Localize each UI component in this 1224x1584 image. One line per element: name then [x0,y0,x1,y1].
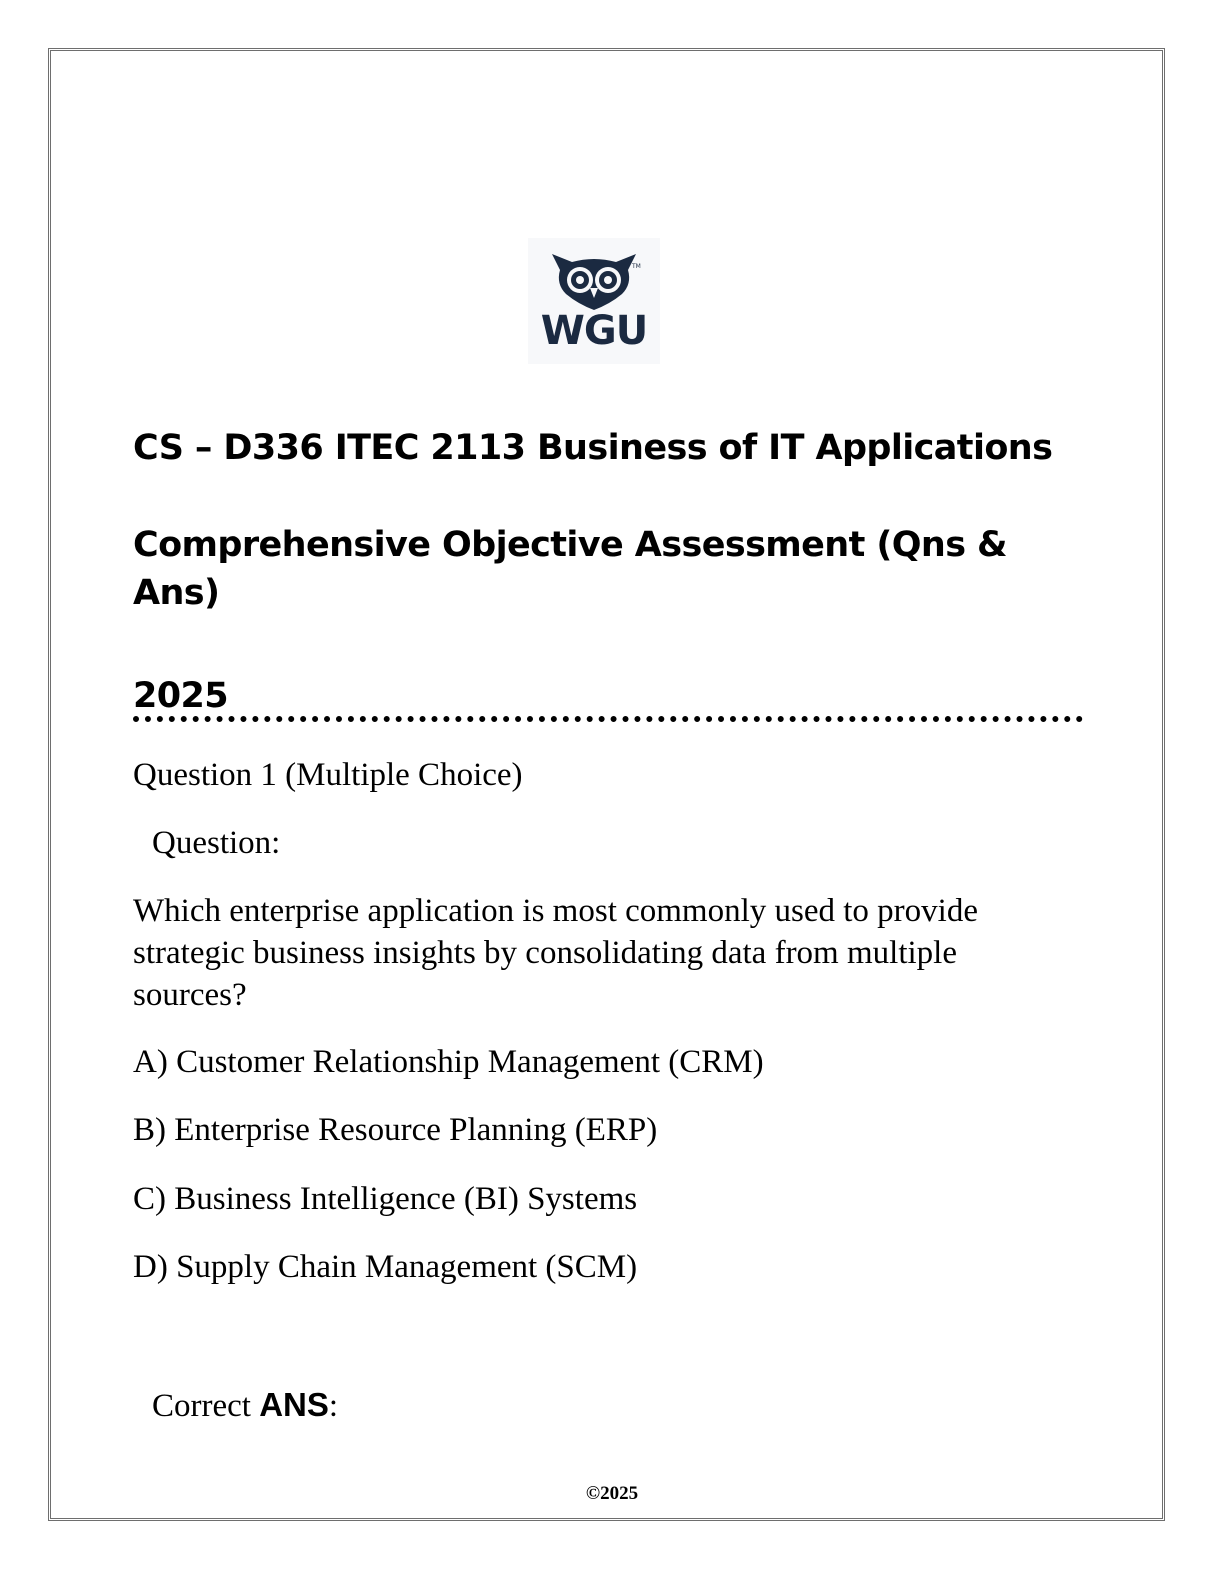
answer-option-b: B) Enterprise Resource Planning (ERP) [133,1112,658,1148]
document-subtitle: Comprehensive Objective Assessment (Qns & Ans) [133,525,1007,613]
answer-option-c: C) Business Intelligence (BI) Systems [133,1181,638,1217]
correct-answer-line [152,1384,1082,1427]
answer-option-d: D) Supply Chain Management (SCM) [133,1249,638,1285]
question-label: Question: [152,825,281,861]
question-text: Which enterprise application is most commonly used to provide strategic business insights by consolidating data from multiple sources? [133,893,978,1013]
dotted-divider [133,716,1083,722]
answer-prefix: Correct [152,1388,260,1424]
document-year: 2025 [133,676,229,716]
footer-copyright: ©2025 [585,1483,639,1504]
answer-strong-label: ANS [259,1386,329,1423]
owl-icon [528,238,660,364]
svg-text:TM: TM [632,263,641,270]
answer-suffix: : [328,1388,339,1424]
logo-wordmark: WGU [540,308,648,354]
question-header: Question 1 (Multiple Choice) [133,757,523,793]
answer-option-a: A) Customer Relationship Management (CRM) [133,1044,764,1080]
document-title: CS – D336 ITEC 2113 Business of IT Applications [133,428,1053,468]
wgu-logo [528,238,660,364]
